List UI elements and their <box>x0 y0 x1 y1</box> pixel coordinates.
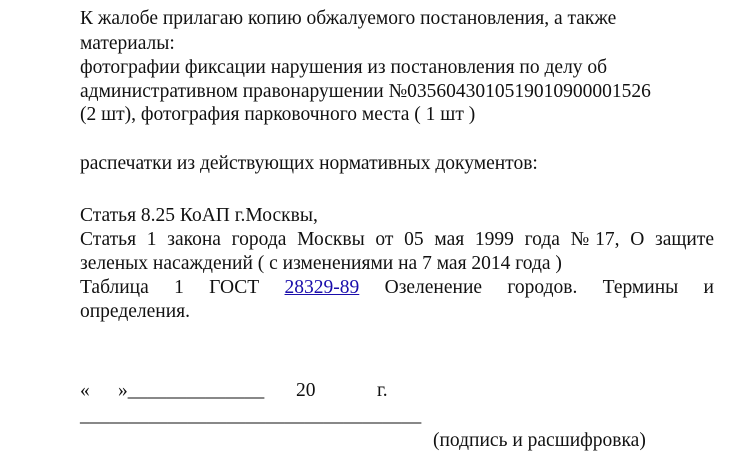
gost-line <box>80 276 714 300</box>
article-law-line-2: зеленых насаждений ( с изменениями на 7 мая 2014 года ) <box>80 253 562 274</box>
date-line <box>80 379 400 403</box>
printouts-heading: распечатки из действующих нормативных документов: <box>80 153 538 174</box>
date-year-suffix: г. <box>377 380 388 401</box>
gost-number-link[interactable]: 28329-89 <box>284 277 360 298</box>
gost-prefix: Таблица 1 ГОСТ <box>80 277 260 298</box>
date-quote-close: »______________ <box>118 380 265 401</box>
signature-caption: (подпись и расшифровка) <box>433 430 646 451</box>
intro-line-4: административном правонарушении №0356043010519010900001526 <box>80 81 651 102</box>
intro-line-5: (2 шт), фотография парковочного места ( 1 шт ) <box>80 104 476 125</box>
intro-line-2: материалы: <box>80 33 175 54</box>
signature-underline: ___________________________________ <box>80 405 422 426</box>
article-law-line-1: Статья 1 закона города Москвы от 05 мая 1999 года №17, О защите <box>80 229 714 250</box>
intro-line-1: К жалобе прилагаю копию обжалуемого постановления, а также <box>80 8 617 29</box>
gost-suffix: Озеленение городов. Термины и <box>384 277 714 298</box>
gost-line-2: определения. <box>80 301 191 322</box>
date-quote-open: « <box>80 380 90 401</box>
article-koap: Статья 8.25 КоАП г.Москвы, <box>80 205 318 226</box>
date-year-prefix: 20 <box>296 380 316 401</box>
intro-line-3: фотографии фиксации нарушения из постановления по делу об <box>80 57 608 78</box>
